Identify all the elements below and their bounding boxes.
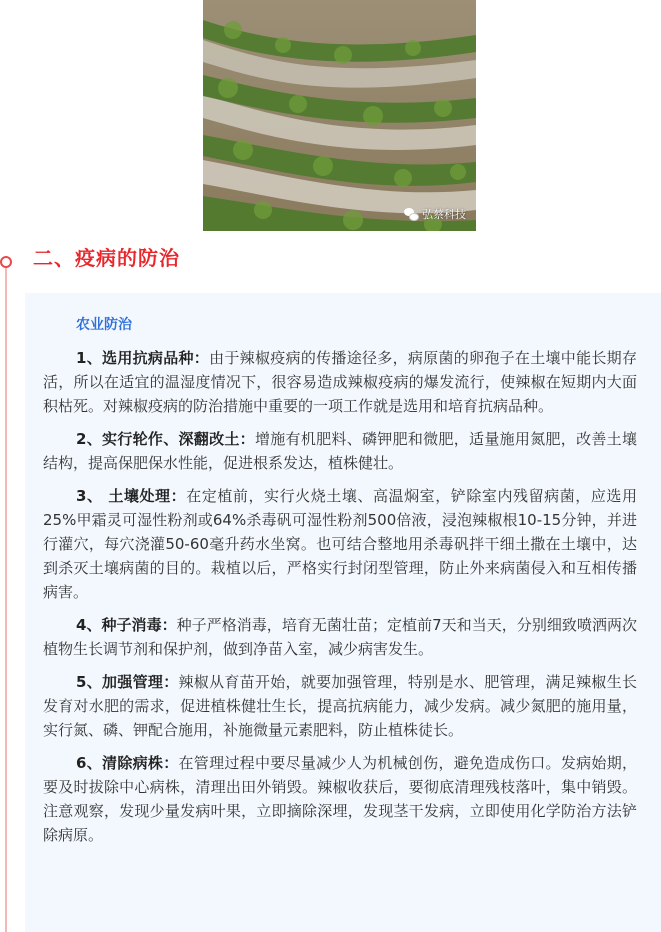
field-illustration xyxy=(203,0,476,231)
subheading: 农业防治 xyxy=(76,317,132,333)
paragraph-item xyxy=(43,751,637,847)
paragraph-lead: 6、清除病株： xyxy=(76,754,179,772)
paragraph-lead: 1、选用抗病品种： xyxy=(76,349,210,367)
watermark-text: 弘蔡科技 xyxy=(422,208,466,221)
paragraph-text: 在管理过程中要尽量减少人为机械创伤，避免造成伤口。发病始期，要及时拔除中心病株，清理出田外销毁。辣椒收获后，要彻底清理残枝落叶，集中销毁。注意观察，发现少量发病叶果，立即摘除深埋，发现茎干发病，立即使用化学防治方法铲除病原。 xyxy=(43,754,637,844)
photo-watermark xyxy=(404,206,466,222)
paragraph-lead: 2、实行轮作、深翻改土： xyxy=(76,430,255,448)
paragraph-lead: 3、 土壤处理： xyxy=(76,487,187,505)
wechat-icon xyxy=(404,208,418,220)
paragraph-text: 增施有机肥料、磷钾肥和微肥，适量施用氮肥，改善土壤结构，提高保肥保水性能，促进根系发达，植株健壮。 xyxy=(43,430,637,472)
content-box xyxy=(25,293,661,932)
paragraph-text: 在定植前，实行火烧土壤、高温焖室，铲除室内残留病菌，应选用25%甲霜灵可湿性粉剂或64%杀毒矾可湿性粉剂500倍液，浸泡辣椒根10-15分钟，并进行灌穴，每穴浇灌50-60毫升药水坐窝。也可结合整地用杀毒矾拌干细土撒在土壤中，达到杀灭土壤病菌的目的。栽植以后，严格实行封闭型管理，防止外来病菌侵入和互相传播病害。 xyxy=(43,487,637,601)
timeline-line xyxy=(5,268,7,932)
pepper-field-photo xyxy=(203,0,476,231)
paragraph-item xyxy=(43,484,637,604)
paragraph-item xyxy=(43,427,637,475)
paragraph-text: 辣椒从育苗开始，就要加强管理，特别是水、肥管理，满足辣椒生长发育对水肥的需求，促进植株健壮生长，提高抗病能力，减少发病。减少氮肥的施用量，实行氮、磷、钾配合施用，补施微量元素肥料，防止植株徒长。 xyxy=(43,673,637,739)
paragraph-lead: 5、加强管理： xyxy=(76,673,179,691)
paragraph-item xyxy=(43,670,637,742)
paragraph-list xyxy=(43,346,637,856)
paragraph-text: 种子严格消毒，培育无菌壮苗；定植前7天和当天，分别细致喷洒两次植物生长调节剂和保护剂，做到净苗入室，减少病害发生。 xyxy=(43,616,637,658)
paragraph-item xyxy=(43,613,637,661)
section-title: 二、疫病的防治 xyxy=(33,246,180,270)
paragraph-text: 由于辣椒疫病的传播途径多，病原菌的卵孢子在土壤中能长期存活，所以在适宜的温湿度情况下，很容易造成辣椒疫病的爆发流行，使辣椒在短期内大面积枯死。对辣椒疫病的防治措施中重要的一项工作就是选用和培育抗病品种。 xyxy=(43,349,637,415)
paragraph-item xyxy=(43,346,637,418)
paragraph-lead: 4、种子消毒： xyxy=(76,616,177,634)
timeline-dot xyxy=(0,256,12,268)
